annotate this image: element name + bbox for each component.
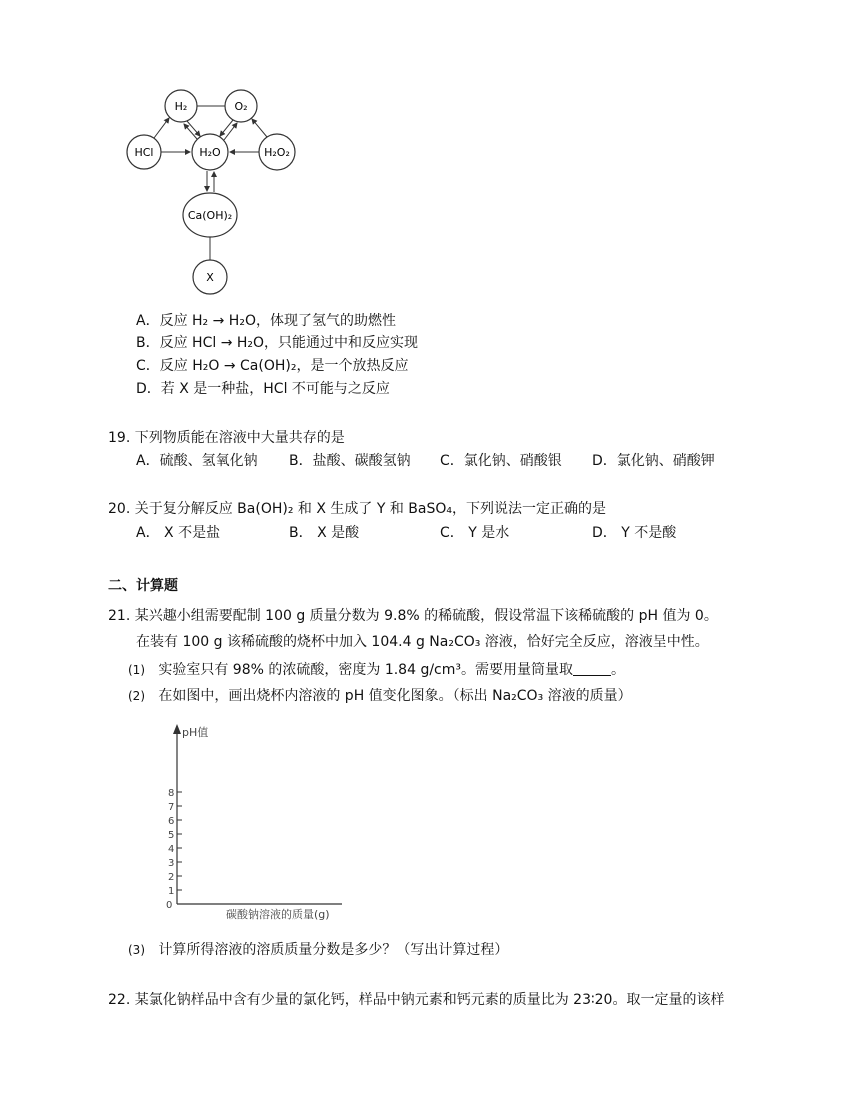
- answer-blank[interactable]: [573, 661, 611, 676]
- node-x: [193, 260, 227, 294]
- y-tick-label: 3: [168, 858, 175, 869]
- svg-text:H₂O: H₂O: [199, 146, 221, 159]
- node-o2: [225, 90, 257, 122]
- y-tick-label: 2: [168, 872, 175, 883]
- edge-h2o-o2: [224, 123, 237, 140]
- q18-option-d: D．若 X 是一种盐，HCl 不可能与之反应: [136, 381, 390, 397]
- edge-h2o2-o2: [252, 119, 267, 137]
- y-tick-label: 7: [168, 802, 175, 813]
- x-axis-label: 碳酸钠溶液的质量(g): [226, 908, 330, 921]
- svg-text:Ca(OH)₂: Ca(OH)₂: [187, 209, 233, 222]
- q21-line1: 21. 某兴趣小组需要配制 100 g 质量分数为 9.8% 的稀硫酸，假设常温下该稀硫酸的 pH 值为 0。: [108, 608, 718, 624]
- edge-o2-h2o: [220, 120, 233, 136]
- origin-label: 0: [166, 900, 173, 911]
- q21-sub3: (3) 计算所得溶液的溶质质量分数是多少？（写出计算过程）: [128, 942, 509, 958]
- y-tick-label: 8: [168, 788, 175, 799]
- edge-hcl-h2: [154, 118, 169, 138]
- svg-text:H₂O₂: H₂O₂: [264, 146, 290, 159]
- node-h2o2: [259, 134, 295, 170]
- q18-option-b: B．反应 HCl → H₂O，只能通过中和反应实现: [136, 335, 419, 351]
- edge-h2-h2o: [187, 121, 200, 136]
- y-tick-label: 5: [168, 830, 175, 841]
- q20-option-a: A． X 不是盐: [136, 525, 221, 541]
- y-tick-label: 1: [168, 886, 175, 897]
- q21-sub1: (1) 实验室只有 98% 的浓硫酸，密度为 1.84 g/cm³。需要用量筒量取 。: [128, 662, 625, 678]
- node-caoh2: [183, 193, 237, 237]
- reaction-diagram: [120, 85, 310, 300]
- node-hcl: [127, 135, 161, 169]
- q22-stem: 22. 某氯化钠样品中含有少量的氯化钙，样品中钠元素和钙元素的质量比为 23∶20。取一定量的该样: [108, 992, 725, 1008]
- node-h2o: [192, 134, 228, 170]
- q18-option-a: A．反应 H₂ → H₂O，体现了氢气的助燃性: [136, 313, 396, 329]
- q19-option-c: C．氯化钠、硝酸银: [440, 453, 562, 469]
- svg-text:HCl: HCl: [134, 146, 154, 159]
- q21-sub2: (2) 在如图中，画出烧杯内溶液的 pH 值变化图象。（标出 Na₂CO₃ 溶液的质量）: [128, 688, 632, 704]
- q21-line2: 在装有 100 g 该稀硫酸的烧杯中加入 104.4 g Na₂CO₃ 溶液，恰好完全反应，溶液呈中性。: [136, 634, 709, 650]
- q19-option-b: B．盐酸、碳酸氢钠: [289, 453, 411, 469]
- q20-option-c: C． Y 是水: [440, 525, 510, 541]
- q20-stem: 20. 关于复分解反应 Ba(OH)₂ 和 X 生成了 Y 和 BaSO₄，下列说法一定正确的是: [108, 501, 606, 517]
- node-h2: [165, 90, 197, 122]
- y-axis-label: pH值: [182, 726, 209, 739]
- q19-stem: 19. 下列物质能在溶液中大量共存的是: [108, 430, 345, 446]
- q20-option-b: B． X 是酸: [289, 525, 360, 541]
- svg-text:O₂: O₂: [234, 100, 248, 113]
- y-tick-label: 4: [168, 844, 175, 855]
- q18-option-c: C．反应 H₂O → Ca(OH)₂，是一个放热反应: [136, 358, 409, 374]
- edge-h2o-h2: [184, 124, 197, 139]
- svg-text:H₂: H₂: [174, 100, 188, 113]
- q20-option-d: D． Y 不是酸: [592, 525, 677, 541]
- q19-option-d: D．氯化钠、硝酸钾: [592, 453, 715, 469]
- q19-option-a: A．硫酸、氢氧化钠: [136, 453, 258, 469]
- section-title: 二、计算题: [108, 578, 178, 594]
- y-tick-label: 6: [168, 816, 175, 827]
- svg-text:X: X: [206, 271, 214, 284]
- ph-graph: [160, 718, 350, 928]
